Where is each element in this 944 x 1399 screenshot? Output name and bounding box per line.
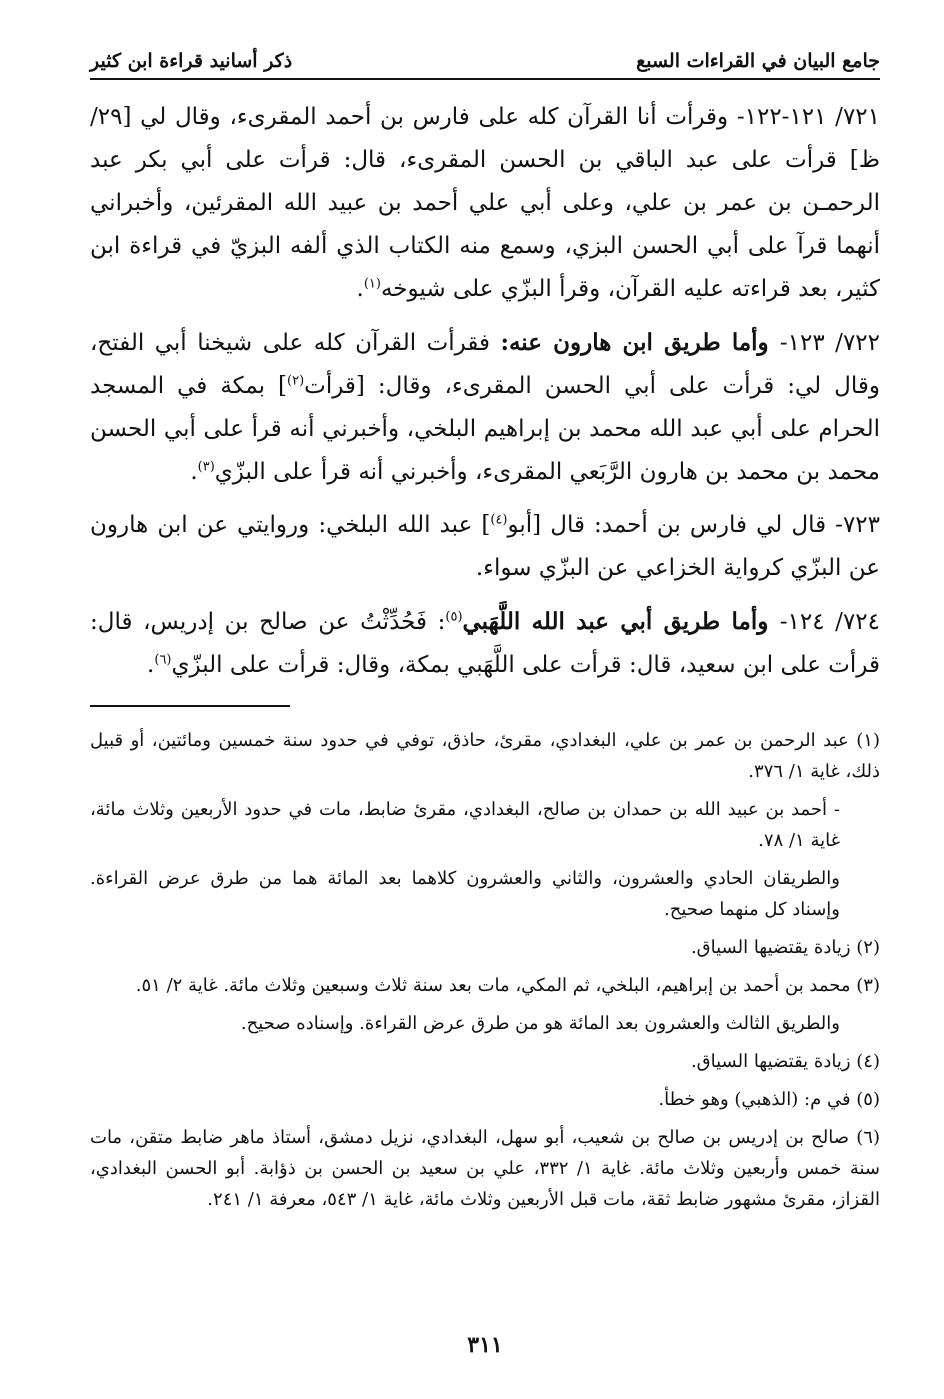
- paragraph-722: [90, 321, 880, 494]
- paragraph-text: : فَحُدِّثْتُ عن صالح بن إدريس، قال: قرأت على ابن سعيد، قال: قرأت على اللَّهَبي بمكة، وقال: قرأت على البزّي: [90, 609, 880, 678]
- paragraph-end: .: [190, 459, 198, 485]
- main-text: [90, 96, 880, 687]
- book-title: جامع البيان في القراءات السبع: [636, 50, 880, 72]
- footnote-5: (٥) في م: (الذهبي) وهو خطأ.: [658, 1089, 880, 1110]
- paragraph-723: [90, 504, 880, 590]
- paragraph-end: .: [147, 652, 155, 678]
- paragraph-text: ] عبد الله البلخي: وروايتي عن ابن هارون عن البزّي كرواية الخزاعي عن البزّي سواء.: [90, 512, 880, 581]
- section-heading-inline: وأما طريق ابن هارون عنه:: [500, 329, 780, 356]
- paragraph-724: [90, 600, 880, 687]
- paragraph-end: .: [356, 276, 364, 302]
- footnote-3-cont: والطريق الثالث والعشرون بعد المائة هو من طرق عرض القراءة. وإسناده صحيح.: [240, 1013, 840, 1034]
- footnote-ref: (٥): [445, 609, 463, 625]
- paragraph-721: [90, 96, 880, 311]
- footnote-ref: (٤): [490, 512, 508, 528]
- paragraph-text: ] بمكة في المسجد الحرام على أبي عبد الله محمد بن إبراهيم البلخي، وأخبرني أنه قرأ على أبي الحسن محمد بن محمد بن هارون الرَّبَعي المقرىء، وأخبرني أنه قرأ على البزّي: [90, 373, 880, 485]
- paragraph-text: فقرأت القرآن كله على شيخنا أبي الفتح، وقال لي: قرأت على أبي الحسن المقرىء، وقال: [قرأت: [90, 330, 880, 399]
- paragraph-text: وقرأت أنا القرآن كله على فارس بن أحمد المقرىء، وقال لي [٢٩/ ظ] قرأت على عبد الباقي بن الحسن المقرىء، قال: قرأت على أبي بكر عبد الرحمـن بن عمر بن علي، وعلى أبي علي أحمد بن عبيد الله المقرئين، وأخبراني أنهما قرآ على أبي الحسن البزي، وسمع منه الكتاب الذي ألفه البزيّ في قراءة ابن كثير، بعد قراءته عليه القرآن، وقرأ البزّي على شيوخه: [90, 104, 880, 302]
- paragraph-text: قال لي فارس بن أحمد: قال [أبو: [507, 512, 836, 538]
- footnote-4: (٤) زيادة يقتضيها السياق.: [690, 1051, 880, 1072]
- section-title: ذكر أسانيد قراءة ابن كثير: [90, 50, 293, 72]
- section-heading-inline: وأما طريق أبي عبد الله اللَّهَبي: [462, 608, 780, 635]
- running-header: [90, 50, 880, 80]
- footnote-1: (١) عبد الرحمن بن عمر بن علي، البغدادي، مقرئ، حاذق، توفي في حدود سنة خمسين ومائتين، أو قبيل ذلك، غاية ١/ ٣٧٦.: [90, 730, 880, 782]
- paragraph-number: ٧٢١/ ١٢١-١٢٢-: [736, 104, 880, 130]
- paragraph-number: ٧٢٤/ ١٢٤-: [779, 609, 880, 635]
- paragraph-number: ٧٢٣-: [835, 512, 880, 538]
- footnote-ref: (٣): [197, 459, 215, 475]
- footnote-6: (٦) صالح بن إدريس بن صالح بن شعيب، أبو سهل، البغدادي، نزيل دمشق، أستاذ ماهر ضابط متقن، مات سنة خمس وأربعين وثلاث مائة. غاية ١/ ٣٣٢، علي بن سعيد بن الحسن بن ذؤابة. أبو الحسن البغدادي، القزاز، مقرئ مشهور ضابط ثقة، مات قبل الأربعين وثلاث مائة، غاية ١/ ٥٤٣، معرفة ١/ ٢٤١.: [90, 1127, 880, 1210]
- footnote-ref: (١): [363, 276, 381, 292]
- footnote-2: (٢) زيادة يقتضيها السياق.: [690, 937, 880, 958]
- footnote-divider: [90, 705, 290, 707]
- book-page: [90, 50, 880, 1370]
- paragraph-number: ٧٢٢/ ١٢٣-: [779, 330, 880, 356]
- footnote-1-cont-b: والطريقان الحادي والعشرون، والثاني والعشرون كلاهما بعد المائة هما من طرق عرض القراءة. وإسناد كل منهما صحيح.: [90, 868, 840, 920]
- footnote-ref: (٢): [287, 373, 305, 389]
- footnote-1-cont-a: - أحمد بن عبيد الله بن حمدان بن صالح، البغدادي، مقرئ ضابط، مات في حدود الأربعين وثلاث مائة، غاية ١/ ٧٨.: [90, 799, 840, 851]
- footnotes: [90, 725, 880, 1215]
- page-number: ٣١١: [467, 1332, 503, 1358]
- footnote-ref: (٦): [154, 652, 172, 668]
- footnote-3: (٣) محمد بن أحمد بن إبراهيم، البلخي، ثم المكي، مات بعد سنة ثلاث وسبعين وثلاث مائة. غاية ٢/ ٥١.: [135, 975, 880, 996]
